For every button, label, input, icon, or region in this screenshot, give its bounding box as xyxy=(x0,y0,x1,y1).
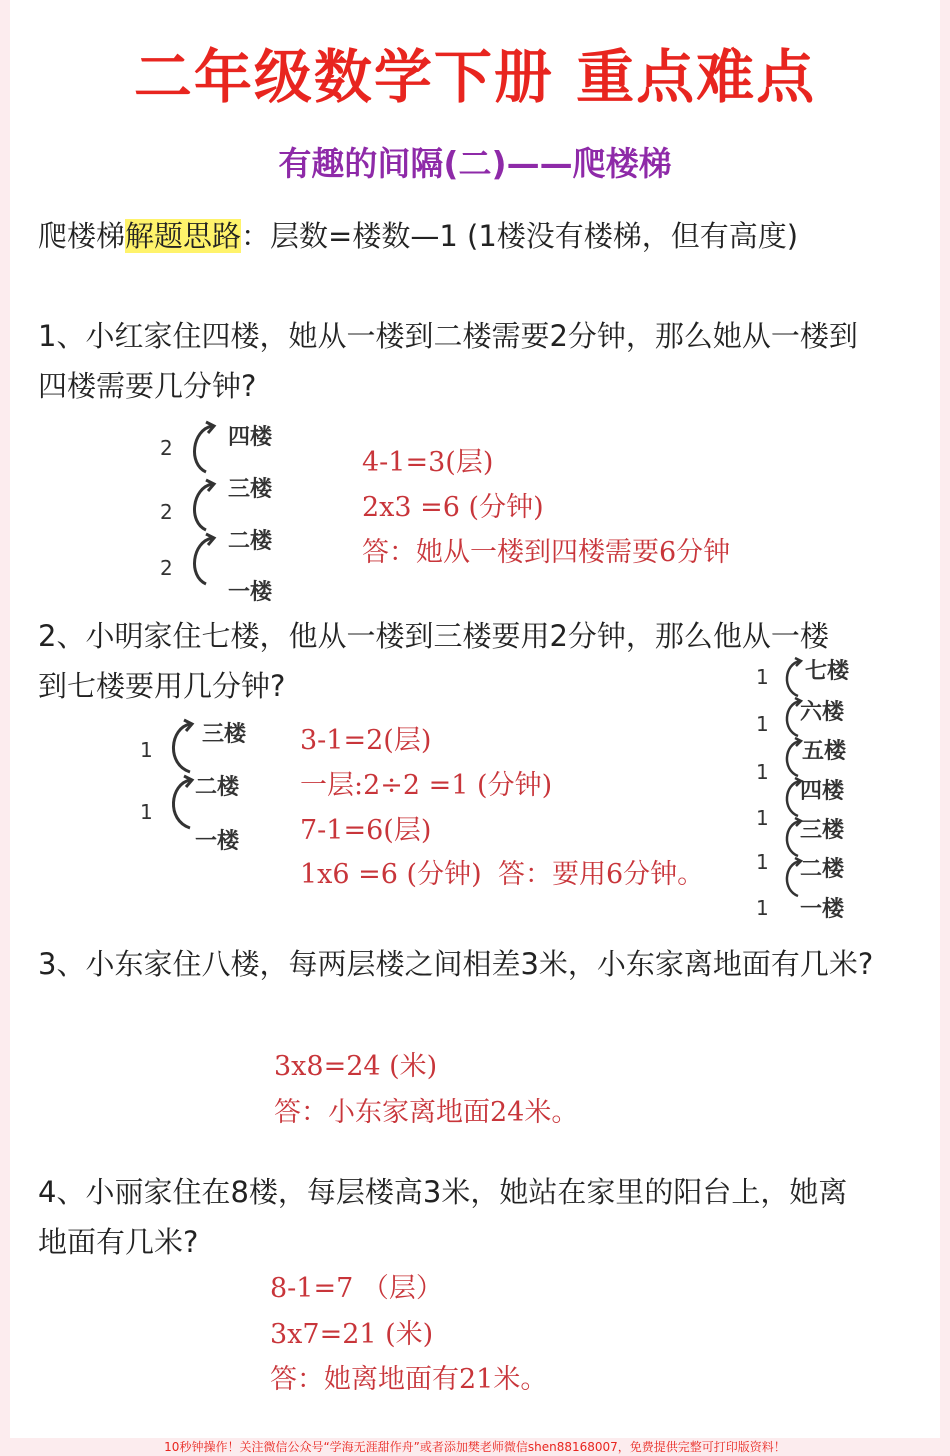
document-page xyxy=(10,0,940,1438)
gap-count: 1 xyxy=(756,760,769,784)
q2-answer-line: 3-1=2(层) xyxy=(300,725,432,756)
solution-method xyxy=(38,214,798,255)
stair-arrows-icon xyxy=(160,718,210,848)
q4-answer-line: 3x7=21 (米) xyxy=(270,1319,434,1350)
gap-count: 1 xyxy=(140,800,153,824)
floor-label: 五楼 xyxy=(802,739,847,764)
question-2-line-2: 到七楼要用几分钟? xyxy=(38,669,286,703)
floor-label: 三楼 xyxy=(202,722,247,747)
stair-arrows-icon xyxy=(180,420,230,600)
method-highlight: 解题思路 xyxy=(125,219,242,253)
question-4-line-2: 地面有几米? xyxy=(38,1225,199,1259)
stair-arrows-icon xyxy=(774,656,808,916)
floor-label: 三楼 xyxy=(800,818,845,843)
q4-answer-line: 8-1=7 （层） xyxy=(270,1273,443,1304)
q3-answer-line: 答：小东家离地面24米。 xyxy=(274,1097,579,1128)
gap-count: 1 xyxy=(756,896,769,920)
page-subtitle: 有趣的间隔(二)——爬楼梯 xyxy=(278,144,672,183)
gap-count: 2 xyxy=(160,556,173,580)
method-rest: ：层数=楼数—1 (1楼没有楼梯，但有高度) xyxy=(241,219,799,253)
floor-label: 七楼 xyxy=(805,659,850,684)
q2-answer-line: 7-1=6(层) xyxy=(300,815,432,846)
floor-label: 二楼 xyxy=(800,857,845,882)
method-prefix: 爬楼梯 xyxy=(38,219,126,253)
floor-label: 四楼 xyxy=(800,779,845,804)
floor-label: 一楼 xyxy=(195,829,240,854)
q2-answer-line: 一层:2÷2 =1 (分钟) xyxy=(300,770,553,801)
gap-count: 1 xyxy=(756,806,769,830)
question-1-line-1: 1、小红家住四楼，她从一楼到二楼需要2分钟，那么她从一楼到 xyxy=(38,319,858,353)
gap-count: 1 xyxy=(140,738,153,762)
page-title: 二年级数学下册 重点难点 xyxy=(133,43,817,111)
q3-answer-line: 3x8=24 (米) xyxy=(274,1051,438,1082)
gap-count: 1 xyxy=(756,850,769,874)
floor-label: 三楼 xyxy=(228,477,273,502)
gap-count: 2 xyxy=(160,436,173,460)
question-2-line-1: 2、小明家住七楼，他从一楼到三楼要用2分钟，那么他从一楼 xyxy=(38,619,829,653)
gap-count: 2 xyxy=(160,500,173,524)
floor-label: 四楼 xyxy=(228,425,273,450)
q2-final-answer: 答：要用6分钟。 xyxy=(498,859,705,890)
floor-label: 二楼 xyxy=(228,529,273,554)
question-3-line-1: 3、小东家住八楼，每两层楼之间相差3米，小东家离地面有几米? xyxy=(38,947,874,981)
q1-answer-line: 答：她从一楼到四楼需要6分钟 xyxy=(362,537,731,568)
floor-label: 二楼 xyxy=(195,775,240,800)
floor-label: 一楼 xyxy=(228,580,273,605)
gap-count: 1 xyxy=(756,712,769,736)
q2-answer-line: 1x6 =6 (分钟) xyxy=(300,859,482,890)
q4-answer-line: 答：她离地面有21米。 xyxy=(270,1364,548,1395)
q1-answer-line: 4-1=3(层) xyxy=(362,447,494,478)
floor-label: 一楼 xyxy=(800,897,845,922)
q1-answer-line: 2x3 =6 (分钟) xyxy=(362,492,544,523)
question-1-line-2: 四楼需要几分钟? xyxy=(38,369,257,403)
footer-notice: 10秒钟操作！关注微信公众号“学海无涯甜作舟”或者添加樊老师微信shen88168007，免费提供完整可打印版资料！ xyxy=(164,1440,786,1454)
floor-label: 六楼 xyxy=(800,700,845,725)
question-4-line-1: 4、小丽家住在8楼，每层楼高3米，她站在家里的阳台上，她离 xyxy=(38,1175,848,1209)
gap-count: 1 xyxy=(756,665,769,689)
